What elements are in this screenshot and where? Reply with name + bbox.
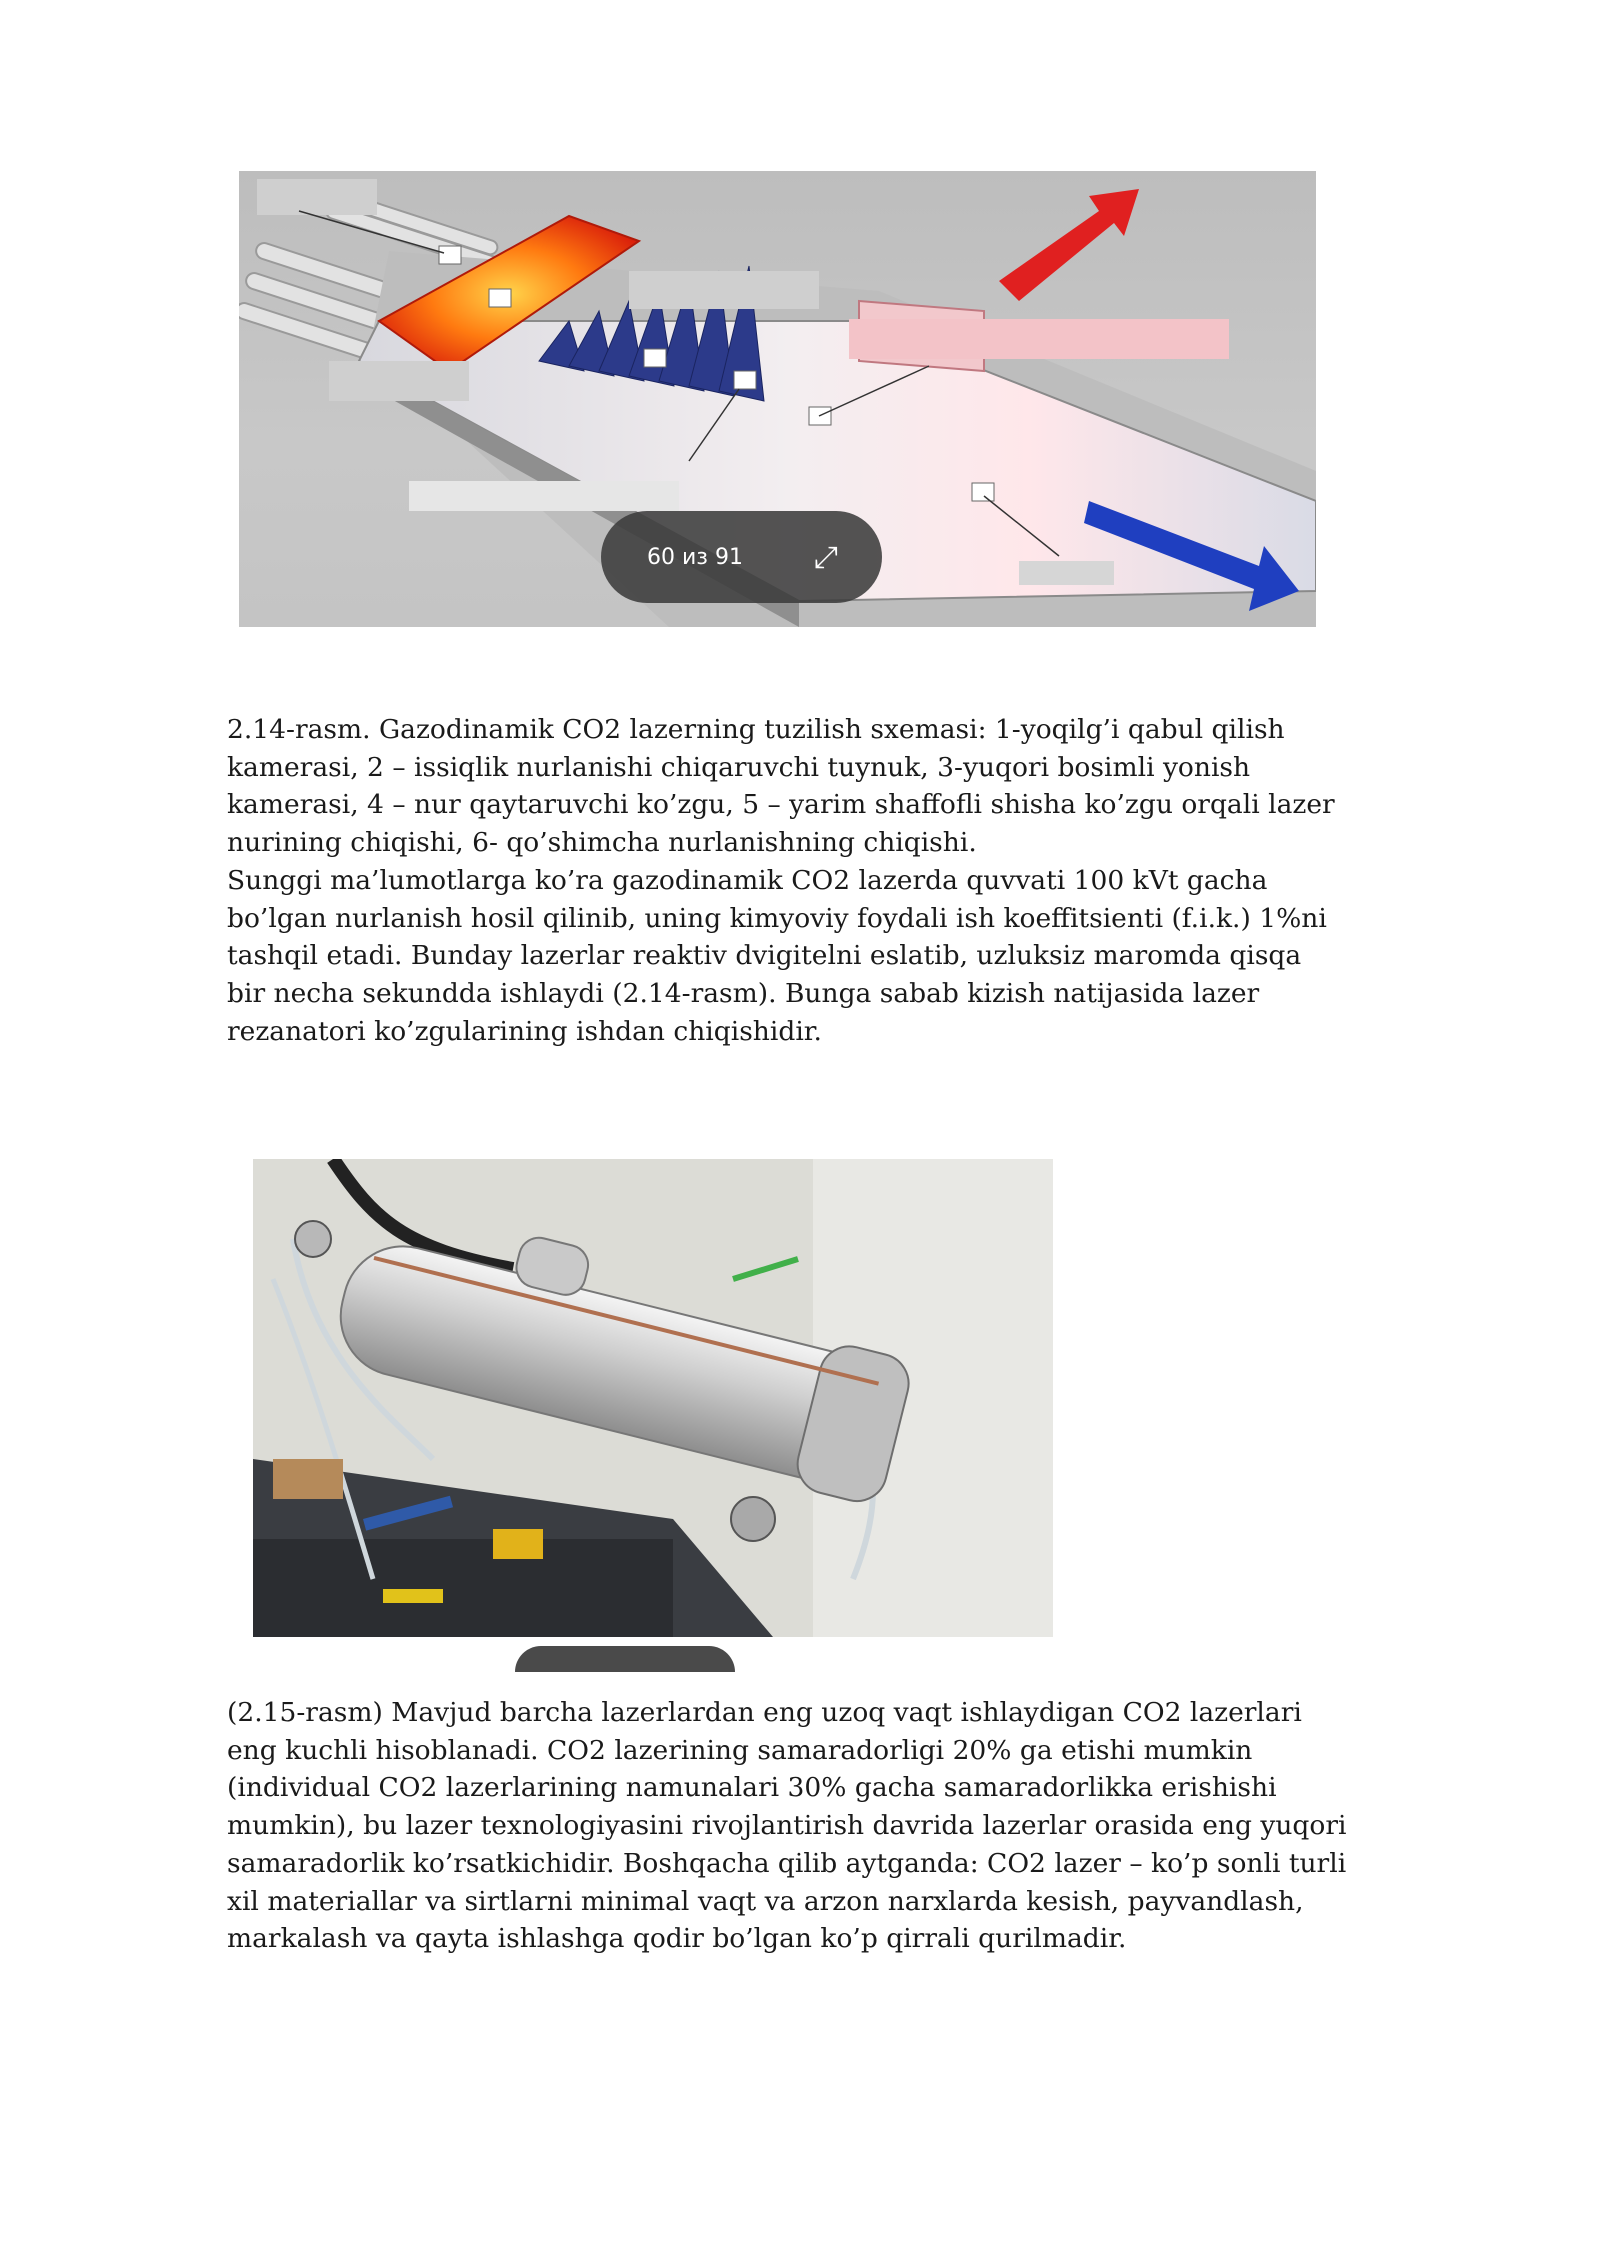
image-counter: 60 из 91 xyxy=(647,544,743,570)
co2-laser-photo-illustration xyxy=(253,1159,1053,1637)
text-section-2 xyxy=(227,1694,1347,1958)
text-section-1 xyxy=(227,711,1347,1050)
image-viewer-counter-pill[interactable] xyxy=(601,511,882,603)
figure-2-14-caption: 2.14-rasm. Gazodinamik CO2 lazerning tuzilish sxemasi: 1-yoqilg’i qabul qilish kamerasi, 2 – issiqlik nurlanishi chiqaruvchi tuynuk, 3-yuqori bosimli yonish kamerasi, 4 – nur qaytaruvchi ko’zgu, 5 – yarim shaffofli shisha ko’zgu orqali lazer nurining chiqishi, 6- qo’shimcha nurlanishning chiqishi. xyxy=(227,714,1335,859)
paragraph-2: (2.15-rasm) Mavjud barcha lazerlardan eng uzoq vaqt ishlaydigan CO2 lazerlari eng kuchli hisoblanadi. CO2 lazerining samaradorligi 20% ga etishi mumkin (individual CO2 lazerlarining namunalari 30% gacha samaradorlikka erishishi mumkin), bu lazer texnologiyasini rivojlantirish davrida lazerlar orasida eng yuqori samaradorlik ko’rsatkichidir. Boshqacha qilib aytganda: CO2 lazer – ko’p sonli turli xil materiallar va sirtlarni minimal vaqt va arzon narxlarda kesish, payvandlash, markalash va qayta ishlashga qodir bo’lgan ko’p qirrali qurilmadir. xyxy=(227,1697,1347,1955)
figure-2-14-image xyxy=(239,171,1316,627)
figure-2-15-photo xyxy=(253,1159,1053,1637)
paragraph-1: Sunggi ma’lumotlarga ko’ra gazodinamik CO2 lazerda quvvati 100 kVt gacha bo’lgan nurlanish hosil qilinib, uning kimyoviy foydali ish koeffitsienti (f.i.k.) 1%ni tashqil etadi. Bunday lazerlar reaktiv dvigitelni eslatib, uzluksiz maromda qisqa bir necha sekundda ishlaydi (2.14-rasm). Bunga sabab kizish natijasida lazer rezanatori ko’zgularining ishdan chiqishidir. xyxy=(227,864,1327,1047)
expand-icon[interactable]: ⤢ xyxy=(814,539,838,575)
viewer-pill-partial xyxy=(515,1646,735,1672)
